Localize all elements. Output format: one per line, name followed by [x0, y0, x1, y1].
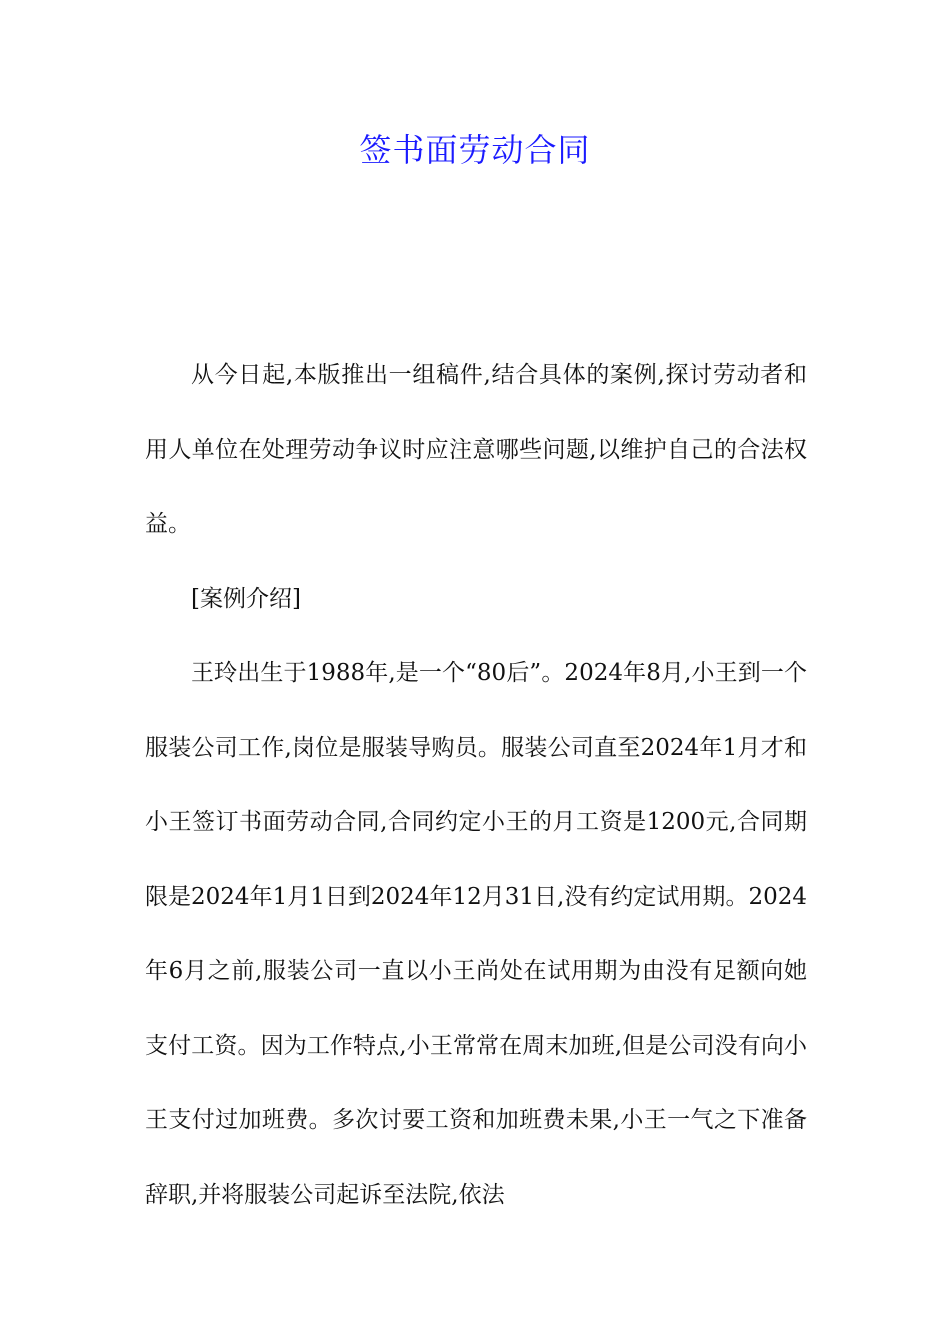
section-heading-case-intro: [案例介绍]	[191, 585, 301, 612]
intro-paragraph: 从今日起,本版推出一组稿件,结合具体的案例,探讨劳动者和用人单位在处理劳动争议时应注意哪些问题,以维护自己的合法权益。	[145, 362, 807, 537]
case-paragraph: 王玲出生于1988年,是一个“80后”。2024年8月,小王到一个服装公司工作,岗位是服装导购员。服装公司直至2024年1月才和小王签订书面劳动合同,合同约定小王的月工资是1200元,合同期限是2024年1月1日到2024年12月31日,没有约定试用期。2024年6月之前,服装公司一直以小王尚处在试用期为由没有足额向她支付工资。因为工作特点,小王常常在周末加班,但是公司没有向小王支付过加班费。多次讨要工资和加班费未果,小王一气之下准备辞职,并将服装公司起诉至法院,依法	[145, 660, 807, 1208]
page-title: 签书面劳动合同	[359, 131, 591, 169]
document-body	[145, 338, 807, 1232]
